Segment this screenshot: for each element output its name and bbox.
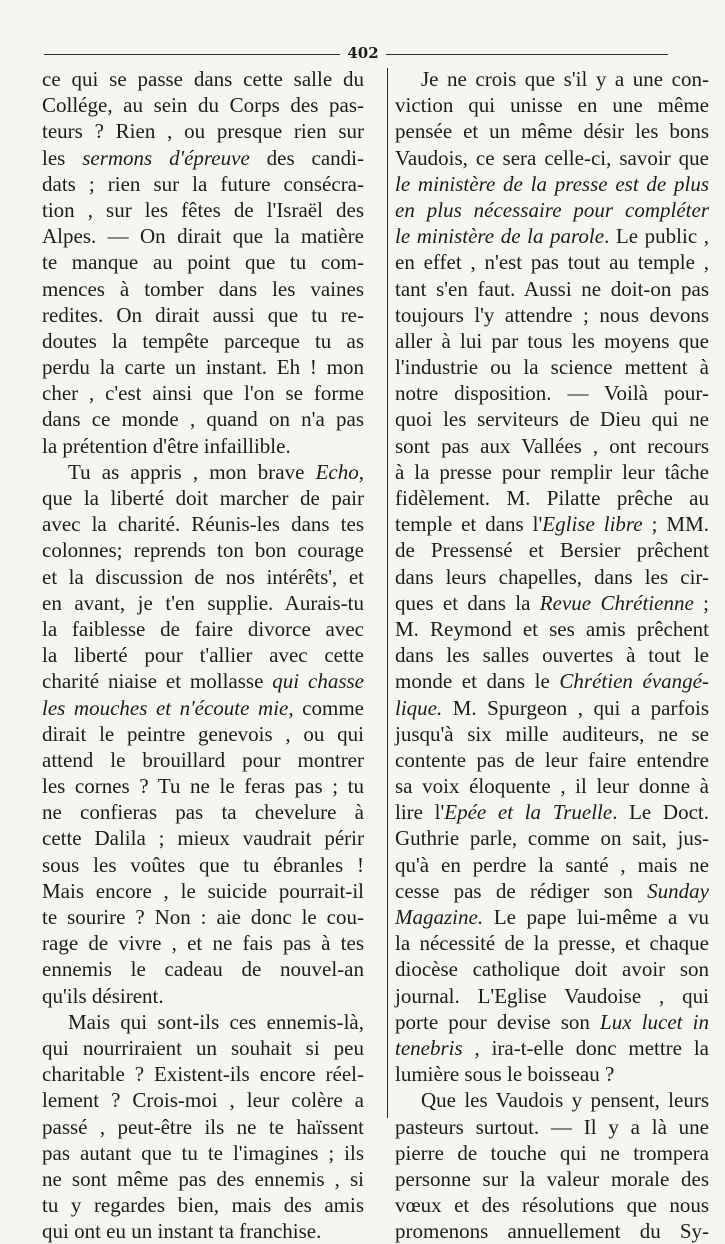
line-text: lement ? Crois-moi , leur colère a [42,1088,364,1113]
text-line [395,433,709,459]
text-line [395,983,709,1009]
text-line [395,799,709,825]
text-line [395,747,709,773]
line-text: l'industrie ou la science mettent à [395,355,709,380]
text-line [42,1035,364,1061]
line-text: cher , c'est ainsi que l'on se forme [42,381,364,406]
text-line [395,852,709,878]
line-text: que la liberté doit marcher de pair [42,486,364,510]
text-line [395,328,709,354]
italic-text: Echo [315,459,359,484]
text-line [395,642,709,668]
line-text: aller à lui par tous les moyens que [395,328,709,353]
line-text: la faiblesse de faire divorce avec [42,616,364,641]
line-text: Mais encore , le suicide pourrait-il [42,878,364,903]
italic-text: lique. [395,695,443,720]
text-line [395,485,709,511]
text-line [395,66,709,92]
right-column [395,66,709,1244]
text-line [42,1061,364,1087]
text-line [395,354,709,380]
line-text: dans leurs chapelles, dans les cir- [395,564,709,589]
text-line [395,171,709,197]
text-line [42,642,364,668]
line-text: sous les voûtes que tu ébranles ! [42,852,364,877]
italic-text: tenebris [395,1035,463,1060]
text-line [395,773,709,799]
line-text: quoi les serviteurs de Dieu qui ne [395,407,709,432]
line-text: doutes la tempête parceque tu as [42,328,364,353]
italic-text: Eglise libre [542,512,643,537]
text-line [42,852,364,878]
text-line [42,92,364,118]
text-line [395,1166,709,1192]
text-line [395,1140,709,1166]
line-text: monde et dans le [395,669,560,694]
line-text: Collége, au sein du Corps des pas- [42,93,364,118]
line-text: cesse pas de rédiger son [395,878,648,903]
line-text: te manque au point que tu com- [42,250,364,275]
text-line [42,302,364,328]
text-line [42,799,364,825]
line-text: pierre de touche qui ne trompera [395,1140,709,1165]
italic-text: le ministère de la presse est de plus [395,171,709,196]
text-line [395,825,709,851]
line-text: vœux et des résolutions que nous [395,1193,709,1218]
line-text: sont pas aux Vallées , ont recours [395,433,709,458]
line-text: lumière sous le boisseau ? [395,1062,615,1087]
line-text: dats ; rien sur la future consécra- [42,171,364,196]
line-text: tant s'en faut. Aussi ne doit-on pas [395,276,709,301]
text-line [42,1166,364,1192]
line-text: viction qui unisse en une même [395,93,709,118]
text-line [395,302,709,328]
line-text: notre disposition. — Voilà pour- [395,381,709,406]
text-line [42,1114,364,1140]
text-line [42,1009,364,1035]
text-line [42,1192,364,1218]
line-text: la prétention d'être infaillible. [42,433,291,458]
line-text: Mais qui sont-ils ces ennemis-là, [68,1009,364,1034]
line-text: ne sont même pas des ennemis , si [42,1166,364,1191]
text-line [42,616,364,642]
text-line [42,983,364,1009]
line-text: charité niaise et mollasse [42,669,273,694]
text-line [395,380,709,406]
line-text: fidèlement. M. Pilatte prêche au [395,486,709,510]
line-text: la liberté pour t'allier avec cette [42,643,364,668]
line-text: pasteurs surtout. — Il y a là une [395,1114,709,1139]
text-line [395,878,709,904]
text-line [395,92,709,118]
text-line [42,354,364,380]
text-line [42,747,364,773]
line-text: pensée et un même désir les bons [395,119,709,144]
text-line [395,459,709,485]
text-line [395,1035,709,1061]
line-text: mences à tomber dans les vaines [42,276,364,301]
text-line [42,118,364,144]
text-line [42,66,364,92]
italic-text: Magazine. [395,905,484,929]
text-line [395,537,709,563]
text-line [42,825,364,851]
header-rule-left [44,54,340,55]
text-line [395,930,709,956]
text-line [395,668,709,694]
line-text: contente pas de leur faire entendre [395,747,709,772]
line-text: , comme [288,695,364,720]
text-line [395,904,709,930]
text-line [42,721,364,747]
text-line [395,511,709,537]
line-text: de Pressensé et Bersier prêchent [395,538,709,563]
text-line [42,433,364,459]
text-line [42,406,364,432]
italic-text: Epée et la Truelle [444,800,613,825]
text-line [42,1218,364,1244]
text-line [42,511,364,537]
italic-text: Sunday [647,878,709,903]
line-text: les cornes ? Tu ne le feras pas ; tu [42,774,364,799]
line-text: des candi- [249,145,365,170]
line-text: ques et dans la [395,590,540,615]
text-line [42,380,364,406]
text-line [42,930,364,956]
text-line [42,328,364,354]
line-text: Alpes. — On dirait que la matière [42,224,364,249]
text-line [395,695,709,721]
line-text: Je ne crois que s'il y a une con- [421,67,709,91]
line-text: te sourire ? Non : aie donc le cou- [42,905,364,929]
line-text: teurs ? Rien , ou presque rien sur [42,119,364,144]
line-text: temple et dans l' [395,512,543,537]
line-text: pas autant que tu te l'imagines ; ils [42,1140,364,1165]
italic-text: sermons d'épreuve [82,145,250,170]
line-text: charitable ? Existent-ils encore réel- [42,1062,364,1087]
text-line [395,223,709,249]
text-line [42,590,364,616]
line-text: , [358,459,364,484]
text-line [395,1218,709,1244]
line-text: et la discussion de nos intérêts', et [42,564,364,589]
line-text: Que les Vaudois y pensent, leurs [421,1088,709,1113]
line-text: passé , peut-être ils ne te haïssent [42,1114,364,1139]
text-line [42,485,364,511]
italic-text: Chrétien évangé- [559,669,709,694]
italic-text: Revue Chrétienne [539,590,694,615]
text-line [395,276,709,302]
text-line [42,878,364,904]
line-text: porte pour devise son [395,1009,601,1034]
text-line [42,904,364,930]
line-text: ce qui se passe dans cette salle du [42,67,364,91]
line-text: cette Dalila ; mieux vaudrait périr [42,826,364,851]
line-text: en avant, je t'en supplie. Aurais-tu [42,590,364,615]
line-text: dirait le peintre genevois , ou qui [42,721,364,746]
line-text: redites. On dirait aussi que tu re- [42,302,364,327]
text-line [42,197,364,223]
line-text: Tu as appris , mon brave [68,459,316,484]
line-text: Le pape lui-même a vu [483,905,709,929]
italic-text: qui chasse [272,669,364,694]
left-column [42,66,364,1244]
text-line [42,249,364,275]
text-line [42,171,364,197]
header-rule-right [386,54,668,55]
italic-text: Lux lucet in [600,1009,709,1034]
line-text: M. Spurgeon , qui a parfois [442,695,709,720]
text-line [42,668,364,694]
text-line [395,721,709,747]
text-line [42,459,364,485]
line-text: ennemis le cadeau de nouvel-an [42,957,364,982]
italic-text: en plus nécessaire pour compléter [395,197,709,222]
line-text: Guthrie parle, comme on sait, jus- [395,826,709,851]
line-text: . Le public , [604,224,709,249]
line-text: tu y regardes bien, mais des amis [42,1193,364,1218]
text-line [395,1192,709,1218]
italic-text: le ministère de la parole [395,224,605,249]
text-line [395,1061,709,1087]
line-text: colonnes; reprends ton bon courage [42,538,364,563]
italic-text: les mouches et n'écoute mie [42,695,289,720]
line-text: jusqu'à six mille auditeurs, ne se [395,721,709,746]
text-line [42,956,364,982]
text-line [42,223,364,249]
line-text: Vaudois, ce sera celle-ci, savoir que [395,145,709,170]
line-text: la nécessité de la presse, et chaque [395,931,709,956]
line-text: toujours l'y attendre ; nous devons [395,302,709,327]
text-line [42,564,364,590]
line-text: personne sur la valeur morale des [395,1166,709,1191]
line-text: rage de vivre , et ne fais pas à tes [42,931,364,956]
line-text: ; MM. [642,512,709,537]
text-line [395,118,709,144]
text-line [395,590,709,616]
line-text: attend le brouillard pour montrer [42,747,364,772]
line-text: en effet , n'est pas tout au temple , [395,250,709,275]
text-line [395,1087,709,1113]
line-text: les [42,145,83,170]
line-text: journal. L'Eglise Vaudoise , qui [395,983,709,1008]
page-number: 402 [347,44,379,62]
line-text: sa voix éloquente , il leur donne à [395,774,709,799]
text-line [42,773,364,799]
text-line [395,616,709,642]
text-line [395,145,709,171]
line-text: qu'à en perdre la santé , mais ne [395,852,709,877]
line-text: ne confieras pas ta chevelure à [42,800,364,825]
line-text: diocèse catholique doit avoir son [395,957,709,982]
line-text: à la presse pour remplir leur tâche [395,459,709,484]
text-line [42,276,364,302]
line-text: . Le Doct. [612,800,709,825]
line-text: dans les salles ouvertes à tout le [395,643,709,668]
line-text: lire l' [395,800,445,825]
line-text: qui nourriraient un souhait si peu [42,1035,364,1060]
line-text: M. Reymond et ses amis prêchent [395,616,709,641]
text-line [42,1140,364,1166]
line-text: perdu la carte un instant. Eh ! mon [42,355,364,380]
line-text: tion , sur les fêtes de l'Israël des [42,197,364,222]
text-line [42,695,364,721]
text-line [395,406,709,432]
line-text: , ira-t-elle donc mettre la [462,1035,709,1060]
text-line [395,249,709,275]
text-line [395,197,709,223]
text-line [395,1009,709,1035]
line-text: avec la charité. Réunis-les dans tes [42,512,364,537]
text-line [42,145,364,171]
text-line [42,1087,364,1113]
text-line [395,956,709,982]
line-text: ; [693,590,709,615]
column-divider [387,68,388,1118]
text-line [395,1114,709,1140]
text-line [42,537,364,563]
line-text: dans ce monde , quand on n'a pas [42,407,364,432]
line-text: promenons annuellement du Sy- [395,1219,709,1244]
line-text: qui ont eu un instant ta franchise. [42,1219,322,1244]
text-line [395,564,709,590]
line-text: qu'ils désirent. [42,983,164,1008]
